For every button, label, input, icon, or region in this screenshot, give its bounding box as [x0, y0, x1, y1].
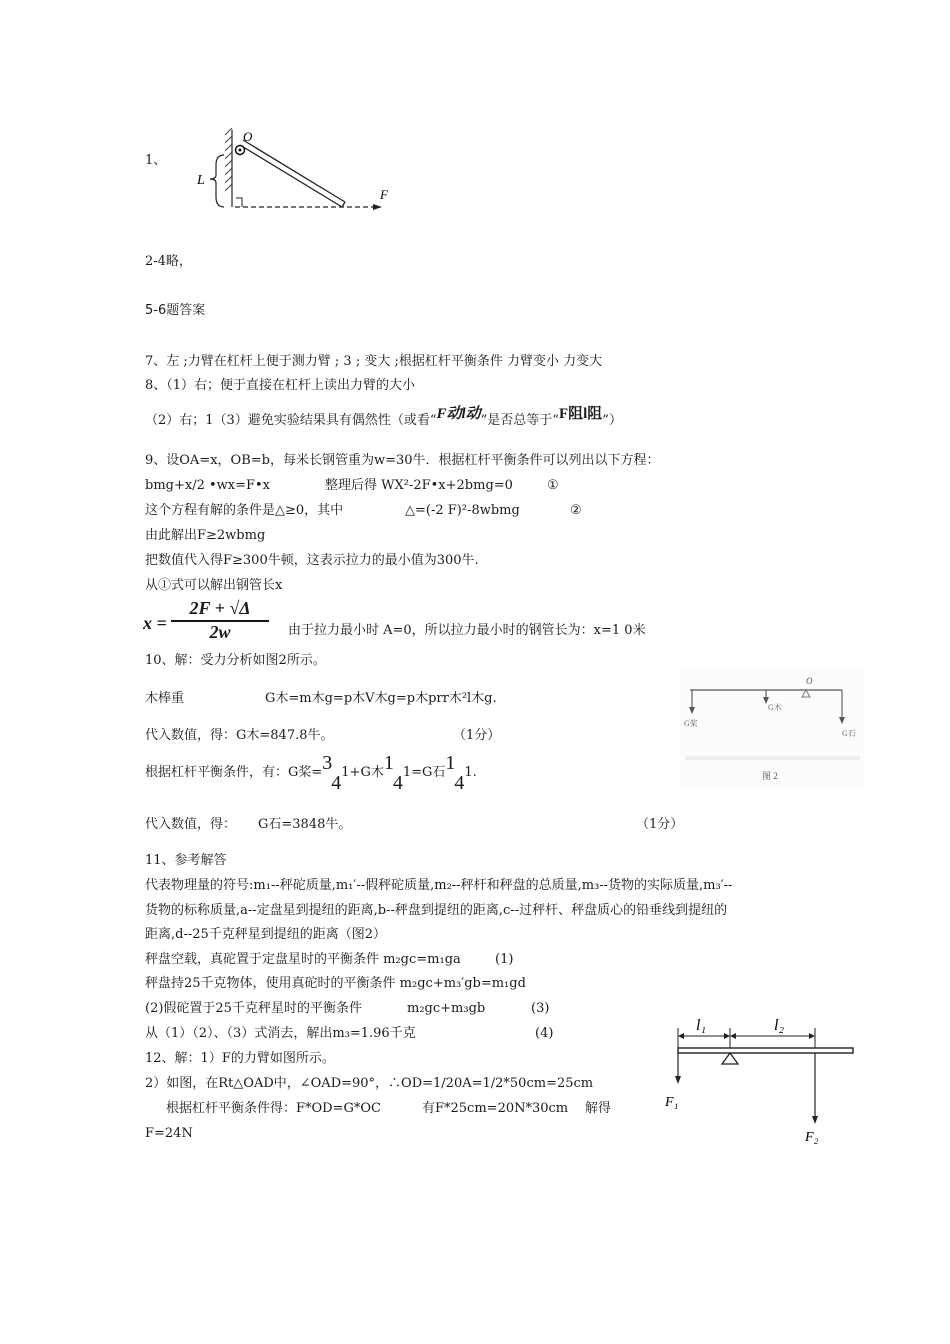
- q7-text: 7、左 ;力臂在杠杆上便于测力臂 ; 3 ; 变大 ;根据杠杆平衡条件 力臂变小 力变大: [145, 354, 603, 369]
- q11-line3: 货物的标称质量,a--定盘星到提纽的距离,b--秤盘到提纽的距离,c--过秤杆、秤盘质心的铅垂线到提纽的: [145, 903, 728, 918]
- q8-formula-zu: F阻l阻: [558, 406, 603, 422]
- q10-line4: [145, 752, 477, 794]
- q1-force-f: F: [380, 187, 388, 202]
- q11-line8: [145, 1025, 553, 1043]
- q11-line6: 秤盘持25千克物体，使用真砣时的平衡条件 m₂gc+m₃′gb=m₁gd: [145, 976, 526, 991]
- q9-formula-denominator: 2w: [209, 622, 231, 642]
- q9-mark-1: ①: [547, 478, 559, 493]
- q1-point-o: O: [243, 129, 253, 144]
- q9-line5: 把数值代入得F≥300牛顿，这表示拉力的最小值为300牛.: [145, 553, 479, 568]
- q1-lever-figure: [190, 125, 400, 220]
- q9-line2: [145, 477, 559, 495]
- q12-solve: 解得: [585, 1101, 612, 1116]
- q12-fig-l1: l₁: [696, 1017, 707, 1034]
- q10-fraction-2-den: 4: [392, 771, 403, 794]
- q12-balance: 根据杠杆平衡条件得：F*OD=G*OC: [166, 1101, 381, 1116]
- q10-substitute: 代入数值，得：G木=847.8牛。: [145, 728, 334, 743]
- q9-formula-lhs: x =: [143, 613, 167, 633]
- q8-line2-b: ”是否总等于“: [480, 413, 559, 428]
- q9-line3: [145, 502, 582, 520]
- q10-stone-weight: G石=3848牛。: [258, 817, 352, 832]
- q12-fig-l2: l₂: [774, 1017, 785, 1034]
- q9-condition: 这个方程有解的条件是△≥0，其中: [145, 503, 344, 518]
- q10-line1: 10、解：受力分析如图2所示。: [145, 653, 326, 668]
- q10-score-2: （1分）: [636, 817, 684, 832]
- q11-result: 从（1）（2）、（3）式消去，解出m₃=1.96千克: [145, 1026, 416, 1041]
- q1-label: 1、: [145, 153, 167, 168]
- q2-4-text: 2-4略，: [145, 254, 192, 269]
- q10-fraction-1-den: 4: [331, 771, 342, 794]
- q10-balance-text: 根据杠杆平衡条件，有：G桨=: [145, 765, 323, 780]
- q10-balance-c: 1=G石: [402, 765, 446, 780]
- q10-fraction-2-num: 1: [383, 751, 394, 774]
- q8-line2-a: （2）右；1（3）避免实验结果具有偶然性（或看“: [145, 413, 437, 428]
- q8-formula-dong: F动l动: [436, 406, 481, 422]
- q10-fraction-3: [445, 753, 464, 793]
- q10-fig-g3: G石: [842, 729, 856, 738]
- q10-fraction-3-den: 4: [454, 771, 465, 794]
- q9-mark-2: ②: [570, 503, 582, 518]
- q10-balance-b: 1+G木: [341, 765, 384, 780]
- q9-line6: 从①式可以解出钢管长x: [145, 578, 283, 593]
- q9-line7: 由于拉力最小时 A=0，所以拉力最小时的钢管长为：x=1 0米: [288, 623, 646, 638]
- q10-fig-g2: G木: [768, 703, 782, 712]
- q12-substitution: 有F*25cm=20N*30cm: [422, 1101, 569, 1116]
- q11-empty-condition: 秤盘空载，真砣置于定盘星时的平衡条件 m₂gc=m₁ga: [145, 952, 461, 967]
- q10-substitute-2: 代入数值，得：: [145, 817, 237, 832]
- q10-fig-caption: 图 2: [762, 771, 778, 781]
- q9-line4: 由此解出F≥2wbmg: [145, 528, 266, 543]
- q11-line4: 距离,d--25千克秤星到提纽的距离（图2）: [145, 927, 387, 942]
- q10-balance-d: 1.: [464, 765, 477, 780]
- q5-6-heading: 5-6题答案: [145, 303, 206, 318]
- q12-line2: 2）如图，在Rt△OAD中，∠OAD=90°，∴OD=1/20A=1/2*50cm=25cm: [145, 1076, 594, 1091]
- q11-line2: 代表物理量的符号:m₁--秤砣质量,m₁′--假秤砣质量,m₂--秤杆和秤盘的总质量,m₃--货物的实际质量,m₃′--: [145, 878, 733, 893]
- q9-discriminant: △=(-2 F)²-8wbmg: [405, 503, 520, 518]
- q10-fraction-3-num: 1: [445, 751, 456, 774]
- q9-formula-numerator: 2F + √Δ: [171, 598, 269, 622]
- q8-line2: [145, 406, 622, 430]
- q10-fraction-2: [384, 753, 403, 793]
- q9-equation: bmg+x/2 •wx=F•x: [145, 478, 271, 493]
- q11-fake-equation: m₂gc+m₃gb: [407, 1001, 486, 1016]
- q9-simplified: 整理后得 WX²-2F•x+2bmg=0: [325, 478, 513, 493]
- q12-answer: F=24N: [145, 1126, 193, 1141]
- q10-line2: [145, 690, 497, 708]
- q10-fraction-1: [322, 753, 341, 793]
- q8-line2-c: ”）: [602, 413, 622, 428]
- q11-line7: [145, 1000, 549, 1018]
- q11-line1: 11、参考解答: [145, 853, 227, 868]
- q10-line5: [145, 816, 683, 834]
- q11-fake-condition: (2)假砣置于25千克秤星时的平衡条件: [145, 1001, 362, 1016]
- q10-wood-weight: 木棒重: [145, 691, 185, 706]
- q12-line1: 12、解：1）F的力臂如图所示。: [145, 1051, 335, 1066]
- q9-line1: 9、设OA=x，OB=b，每米长钢管重为w=30牛．根据杠杆平衡条件可以列出以下方程：: [145, 453, 660, 468]
- q11-eq-4: (4): [535, 1026, 554, 1041]
- q11-eq-1: (1): [495, 952, 514, 967]
- q12-fig-f1: F₁: [665, 1095, 679, 1110]
- q10-fig-o: O: [806, 676, 813, 686]
- q10-weight-formula: G木=m木g=p木V木g=p木prr木²l木g.: [265, 691, 497, 706]
- q12-line3: [166, 1100, 611, 1118]
- q11-line5: [145, 951, 513, 969]
- q10-fraction-1-num: 3: [322, 751, 333, 774]
- q10-fig-g1: G桨: [684, 719, 698, 728]
- q1-arm-l: L: [197, 173, 205, 188]
- q8-line1: 8、（1）右；便于直接在杠杆上读出力臂的大小: [145, 378, 416, 393]
- q10-figure-2: [680, 670, 865, 790]
- q12-lever-figure: [660, 1008, 865, 1148]
- q12-fig-f2: F₂: [805, 1130, 819, 1145]
- q10-score-1: （1分）: [453, 728, 501, 743]
- q10-line3: [145, 727, 500, 745]
- q11-eq-3: (3): [531, 1001, 550, 1016]
